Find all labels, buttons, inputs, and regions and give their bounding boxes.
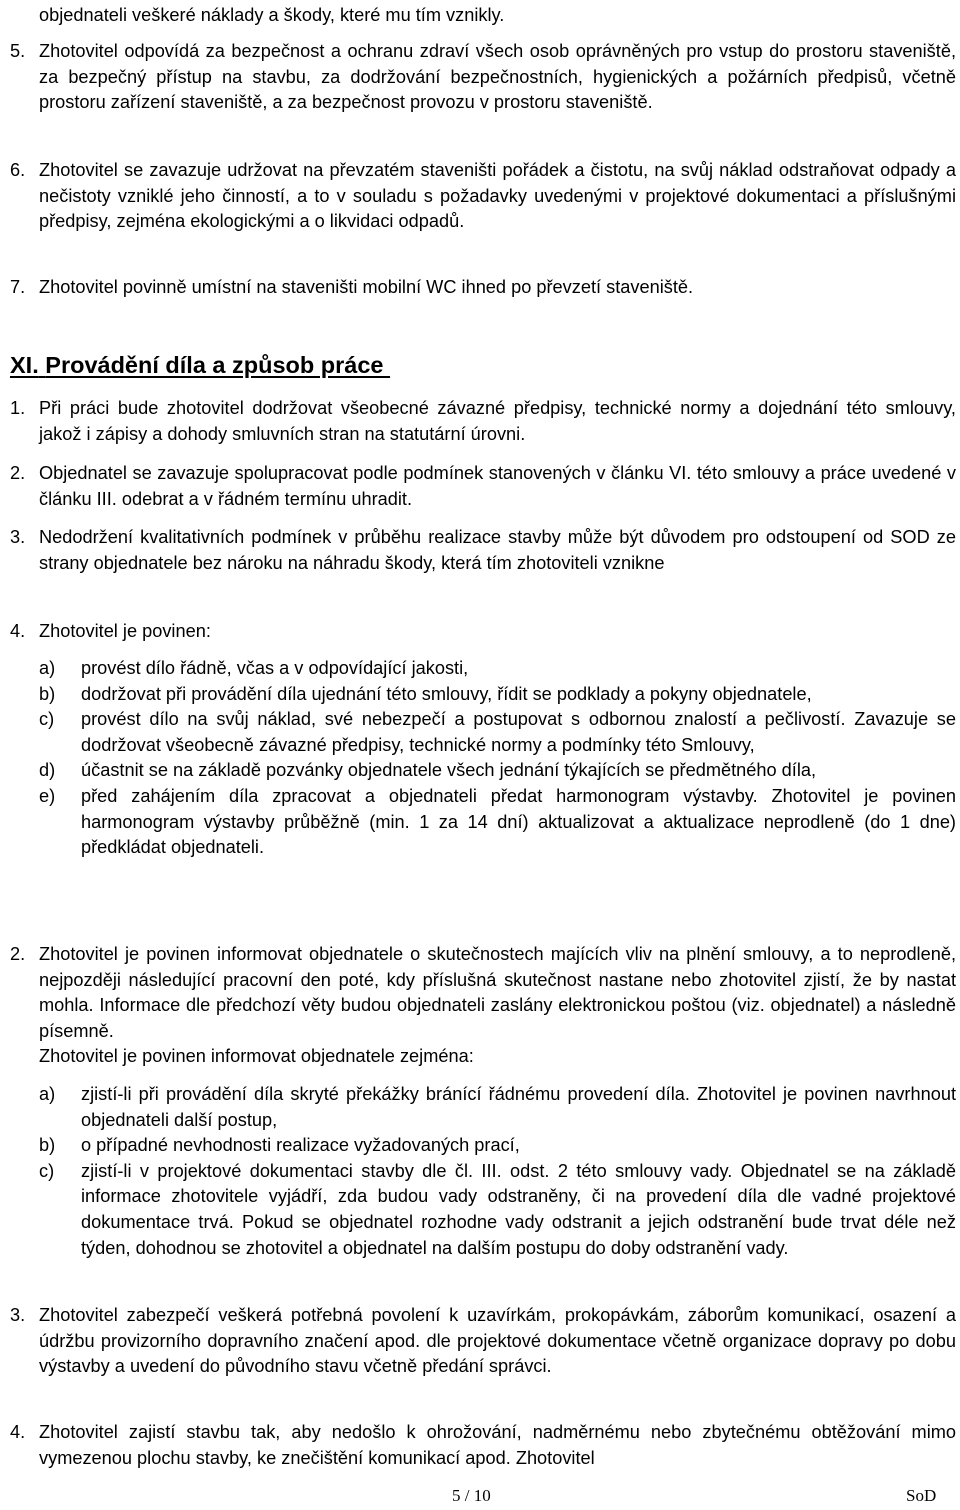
sublist-item	[10, 682, 956, 708]
list-item-xi-3	[10, 525, 956, 576]
item-text: Zhotovitel je povinen informovat objednatele o skutečnostech majících vliv na plnění smlouvy, a to neprodleně, nejpozději následující pracovní den poté, kdy příslušná skutečnost nastane nebo zhotovitel zjistí, že by nastat mohla. Informace dle předchozí věty budou objednateli zaslány elektronickou poštou (viz. objednatel) a následně písemně.	[39, 944, 956, 1041]
list-item-xi-3b	[10, 1303, 956, 1380]
item-number: 1.	[10, 398, 26, 418]
sublist-item	[10, 1082, 956, 1133]
page-number: 5 / 10	[452, 1486, 491, 1505]
item-number: 4.	[10, 621, 26, 641]
sub-text: před zahájením díla zpracovat a objednateli předat harmonogram výstavby. Zhotovitel je povinen harmonogram výstavby průběžně (min. 1 za 14 dní) aktualizovat a aktualizace neprodleně (do 1 dne) předkládat objednateli.	[81, 785, 956, 858]
sub-letter: a)	[39, 658, 56, 678]
item-number: 2.	[10, 463, 26, 483]
list-item-xi-4	[10, 619, 956, 645]
sublist-item	[10, 1159, 956, 1261]
sub-text: provést dílo na svůj náklad, své nebezpečí a postupovat s odbornou znalostí a pečlivostí. Zavazuje se dodržovat všeobecně závazné předpisy, technické normy a podmínky této Smlouvy,	[81, 709, 956, 755]
item-text: Objednatel se zavazuje spolupracovat podle podmínek stanovených v článku VI. této smlouvy a práce uvedené v článku III. odebrat a v řádném termínu uhradit.	[39, 463, 956, 509]
sub-letter: b)	[39, 1135, 56, 1156]
item-text: Nedodržení kvalitativních podmínek v průběhu realizace stavby může být důvodem pro odstoupení od SOD ze strany objednatele bez nároku na náhradu škody, která tím zhotoviteli vznikne	[39, 527, 956, 573]
sub-text: zjistí-li při provádění díla skryté překážky bránící řádnému provedení díla. Zhotovitel je povinen navrhnout objednateli další postup,	[81, 1084, 956, 1130]
sublist-item	[10, 707, 956, 758]
section-title: Provádění díla a způsob práce	[45, 352, 384, 378]
paragraph-text: objednateli veškeré náklady a škody, které mu tím vznikly.	[39, 5, 505, 25]
sublist-item	[10, 656, 956, 682]
item-text: Zhotovitel zajistí stavbu tak, aby nedošlo k ohrožování, nadměrnému nebo zbytečnému obtěžování mimo vymezenou plochu stavby, ke znečištění komunikací apod. Zhotovitel	[39, 1422, 956, 1468]
sublist-item	[10, 784, 956, 861]
sub-letter: c)	[39, 709, 55, 730]
sub-letter: d)	[39, 760, 56, 781]
section-heading	[10, 348, 390, 382]
sub-letter: a)	[39, 1084, 56, 1104]
item-continuation: Zhotovitel je povinen informovat objednatele zejména:	[39, 1046, 474, 1067]
item-number: 7.	[10, 277, 26, 297]
item-text: Zhotovitel zabezpečí veškerá potřebná povolení k uzavírkám, prokopávkám, záborům komunikací, osazení a údržbu provizorního dopravního značení apod. dle projektové dokumentace včetně organizace dopravy po dobu výstavby a uvedení do původního stavu včetně předání správci.	[39, 1305, 956, 1377]
item-number: 5.	[10, 41, 26, 61]
item-text: Zhotovitel povinně umístní na staveništi mobilní WC ihned po převzetí staveniště.	[39, 277, 694, 297]
item-number: 6.	[10, 160, 26, 180]
item-number: 3.	[10, 527, 26, 547]
sub-text: provést dílo řádně, včas a v odpovídající jakosti,	[81, 658, 469, 678]
item-number: 2.	[10, 944, 26, 964]
sublist-inform	[10, 1082, 956, 1261]
sub-letter: e)	[39, 785, 56, 806]
item-text: Zhotovitel se zavazuje udržovat na převzatém staveništi pořádek a čistotu, na svůj náklad odstraňovat odpady a nečistoty vzniklé jeho činností, a to v souladu s požadavky uvedenými v projektové dokumentaci a příslušnými předpisy, zejména ekologickými a o likvidaci odpadů.	[39, 160, 956, 232]
list-item-xi-1	[10, 396, 956, 447]
paragraph-top	[10, 3, 956, 29]
sub-text: dodržovat při provádění díla ujednání této smlouvy, řídit se podklady a pokyny objednatele,	[81, 683, 812, 704]
list-item-xi-4b	[10, 1420, 956, 1471]
sub-text: o případné nevhodnosti realizace vyžadovaných prací,	[81, 1135, 520, 1156]
item-text: Zhotovitel je povinen:	[39, 621, 211, 641]
item-text: Při práci bude zhotovitel dodržovat všeobecné závazné předpisy, technické normy a dojednání této smlouvy, jakož i zápisy a dohody smluvních stran na statutární úrovni.	[39, 398, 956, 444]
sub-text: zjistí-li v projektové dokumentaci stavby dle čl. III. odst. 2 této smlouvy vady. Objednatel se na základě informace zhotovitele vyjádří, zda budou vady odstraněny, či na provedení díla dle vadné projektové dokumentace trvá. Pokud se objednatel rozhodne vady odstranit a jejich odstranění bude trvat déle než týden, dohodnou se zhotovitel a objednatel na dalším postupu do doby odstranění vady.	[81, 1160, 956, 1258]
list-item-x-7	[10, 275, 956, 301]
footer-label: SoD	[906, 1486, 937, 1505]
list-item-xi-2b	[10, 942, 956, 1070]
sublist-item	[10, 1133, 956, 1159]
section-number: XI.	[10, 352, 39, 378]
sublist-duties	[10, 656, 956, 861]
list-item-xi-2	[10, 461, 956, 512]
sub-text: účastnit se na základě pozvánky objednatele všech jednání týkajících se předmětného díla,	[81, 760, 817, 781]
item-text: Zhotovitel odpovídá za bezpečnost a ochranu zdraví všech osob oprávněných pro vstup do prostoru staveniště, za bezpečný přístup na stavbu, za dodržování bezpečnostních, hygienických a požárních předpisů, včetně prostoru zařízení staveniště, a za bezpečnost provozu v prostoru staveniště.	[39, 41, 956, 113]
list-item-x-5	[10, 39, 956, 116]
sub-letter: c)	[39, 1160, 55, 1181]
item-number: 3.	[10, 1305, 26, 1325]
item-number: 4.	[10, 1422, 26, 1442]
list-item-x-6	[10, 158, 956, 235]
sub-letter: b)	[39, 683, 56, 704]
sublist-item	[10, 758, 956, 784]
